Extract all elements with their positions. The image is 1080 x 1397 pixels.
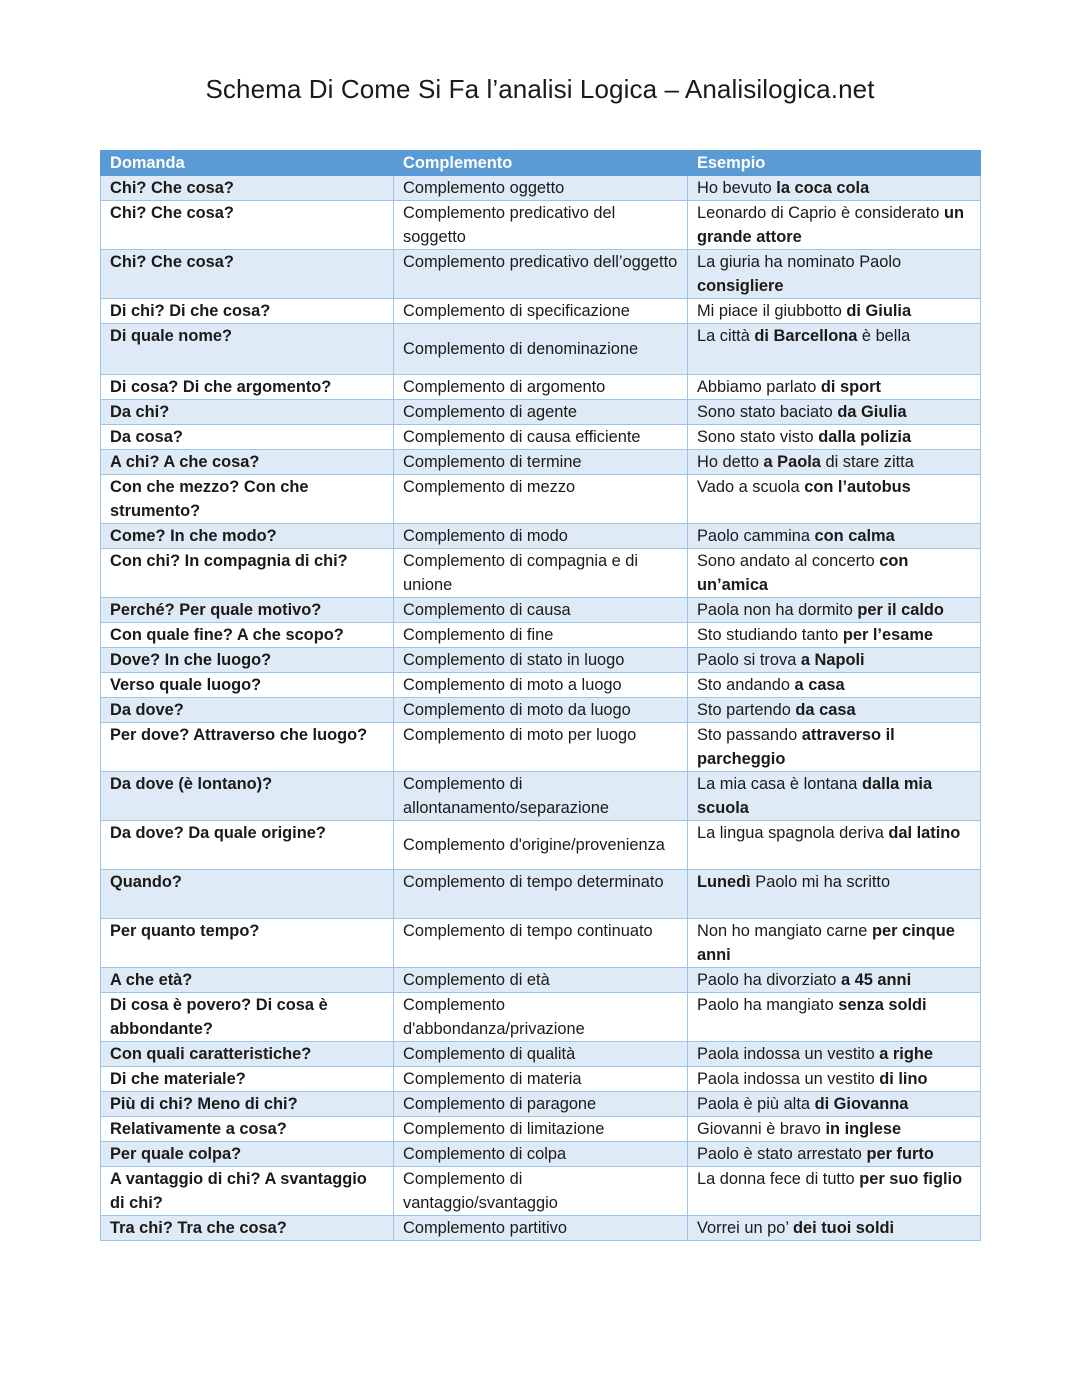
table-row (101, 176, 981, 201)
esempio-text: Sono stato baciato (697, 403, 838, 421)
esempio-text: Sto studiando tanto (697, 626, 843, 644)
esempio-text-after: è bella (857, 327, 911, 345)
table-row (101, 324, 981, 375)
table-row (101, 919, 981, 968)
cell-esempio (688, 919, 981, 968)
cell-esempio (688, 299, 981, 324)
cell-domanda: Chi? Che cosa? (101, 176, 394, 201)
cell-complemento: Complemento di allontanamento/separazione (394, 772, 688, 821)
esempio-text: Paola indossa un vestito (697, 1070, 880, 1088)
table-row (101, 250, 981, 299)
cell-complemento: Complemento oggetto (394, 176, 688, 201)
cell-domanda: Con che mezzo? Con che strumento? (101, 475, 394, 524)
esempio-highlight: consigliere (697, 277, 784, 295)
table-row (101, 475, 981, 524)
table-row (101, 375, 981, 400)
esempio-highlight: di Giovanna (814, 1095, 909, 1113)
cell-domanda: Come? In che modo? (101, 524, 394, 549)
cell-domanda: Da chi? (101, 400, 394, 425)
cell-complemento: Complemento di colpa (394, 1142, 688, 1167)
cell-esempio (688, 1067, 981, 1092)
cell-esempio (688, 1167, 981, 1216)
esempio-text: Paola non ha dormito (697, 601, 858, 619)
cell-domanda: Di chi? Di che cosa? (101, 299, 394, 324)
cell-complemento: Complemento di modo (394, 524, 688, 549)
table-row (101, 623, 981, 648)
cell-esempio (688, 1092, 981, 1117)
cell-domanda: A che età? (101, 968, 394, 993)
esempio-highlight: in inglese (825, 1120, 902, 1138)
cell-complemento: Complemento di moto da luogo (394, 698, 688, 723)
table-row (101, 870, 981, 919)
page-title: Schema Di Come Si Fa l’analisi Logica – Analisilogica.net (205, 74, 875, 104)
cell-esempio (688, 176, 981, 201)
cell-esempio (688, 870, 981, 919)
esempio-highlight: per l’esame (842, 626, 934, 644)
cell-esempio (688, 549, 981, 598)
esempio-text: La giuria ha nominato Paolo (697, 253, 902, 271)
cell-esempio (688, 1117, 981, 1142)
esempio-highlight: con l’autobus (804, 478, 911, 496)
esempio-highlight: di Giulia (846, 302, 912, 320)
cell-domanda: Per quale colpa? (101, 1142, 394, 1167)
esempio-highlight: con un’amica (697, 552, 909, 594)
esempio-highlight: di lino (879, 1070, 928, 1088)
cell-esempio (688, 821, 981, 870)
esempio-highlight: a casa (794, 676, 845, 694)
cell-complemento: Complemento di fine (394, 623, 688, 648)
cell-domanda: Chi? Che cosa? (101, 250, 394, 299)
cell-complemento: Complemento di vantaggio/svantaggio (394, 1167, 688, 1216)
cell-esempio (688, 425, 981, 450)
table-row (101, 821, 981, 870)
esempio-text-after: di stare zitta (820, 453, 914, 471)
esempio-text: Sono andato al concerto (697, 552, 880, 570)
esempio-text: La lingua spagnola deriva (697, 824, 889, 842)
cell-esempio (688, 648, 981, 673)
table-row (101, 1092, 981, 1117)
esempio-text: Paolo cammina (697, 527, 815, 545)
cell-domanda: Dove? In che luogo? (101, 648, 394, 673)
esempio-text: Ho detto (697, 453, 764, 471)
table-row (101, 425, 981, 450)
cell-esempio (688, 524, 981, 549)
cell-complemento: Complemento predicativo dell’oggetto (394, 250, 688, 299)
esempio-highlight: a 45 anni (840, 971, 912, 989)
esempio-highlight: per cinque anni (697, 922, 955, 964)
esempio-text: Non ho mangiato carne (697, 922, 872, 940)
table-row (101, 450, 981, 475)
cell-esempio (688, 598, 981, 623)
esempio-text: Vado a scuola (697, 478, 805, 496)
cell-domanda: Di quale nome? (101, 324, 394, 375)
header-complemento: Complemento (394, 151, 688, 176)
esempio-text: Sto passando (697, 726, 802, 744)
cell-complemento: Complemento partitivo (394, 1216, 688, 1241)
table-row (101, 1117, 981, 1142)
cell-complemento: Complemento di termine (394, 450, 688, 475)
cell-esempio (688, 968, 981, 993)
esempio-text: Mi piace il giubbotto (697, 302, 847, 320)
cell-esempio (688, 250, 981, 299)
cell-domanda: Per dove? Attraverso che luogo? (101, 723, 394, 772)
table-row (101, 1067, 981, 1092)
table-row (101, 648, 981, 673)
table-body (101, 176, 981, 1241)
esempio-text: Paola indossa un vestito (697, 1045, 880, 1063)
table-row (101, 549, 981, 598)
cell-esempio (688, 993, 981, 1042)
cell-esempio (688, 324, 981, 375)
table-row (101, 299, 981, 324)
cell-domanda: Di cosa? Di che argomento? (101, 375, 394, 400)
cell-esempio (688, 698, 981, 723)
table-header-row (101, 151, 981, 176)
header-esempio: Esempio (688, 151, 981, 176)
esempio-text: Ho bevuto (697, 179, 777, 197)
cell-complemento: Complemento di paragone (394, 1092, 688, 1117)
cell-domanda: Da dove? (101, 698, 394, 723)
table-row (101, 993, 981, 1042)
cell-complemento: Complemento di causa (394, 598, 688, 623)
cell-domanda: Verso quale luogo? (101, 673, 394, 698)
cell-complemento: Complemento di moto a luogo (394, 673, 688, 698)
esempio-text: Sto partendo (697, 701, 796, 719)
esempio-highlight: con calma (814, 527, 895, 545)
esempio-highlight: dal latino (888, 824, 961, 842)
esempio-highlight: di Barcellona (754, 327, 858, 345)
esempio-highlight: da Giulia (837, 403, 907, 421)
esempio-text: Sto andando (697, 676, 795, 694)
cell-esempio (688, 623, 981, 648)
esempio-highlight: dei tuoi soldi (792, 1219, 895, 1237)
esempio-text-after: Paolo mi ha scritto (750, 873, 891, 891)
cell-domanda: Con chi? In compagnia di chi? (101, 549, 394, 598)
table-row (101, 1142, 981, 1167)
cell-complemento: Complemento di denominazione (394, 324, 688, 375)
cell-esempio (688, 1042, 981, 1067)
table-row (101, 598, 981, 623)
esempio-highlight: per suo figlio (859, 1170, 963, 1188)
cell-esempio (688, 400, 981, 425)
esempio-highlight: senza soldi (838, 996, 927, 1014)
cell-esempio (688, 673, 981, 698)
esempio-text: Giovanni è bravo (697, 1120, 826, 1138)
table-row (101, 673, 981, 698)
cell-complemento: Complemento d'origine/provenienza (394, 821, 688, 870)
esempio-highlight: di sport (820, 378, 882, 396)
esempio-text: Sono stato visto (697, 428, 819, 446)
analysis-table (100, 150, 981, 1241)
cell-complemento: Complemento di mezzo (394, 475, 688, 524)
table-row (101, 400, 981, 425)
esempio-highlight: a righe (879, 1045, 933, 1063)
cell-domanda: Tra chi? Tra che cosa? (101, 1216, 394, 1241)
header-domanda: Domanda (101, 151, 394, 176)
table-row (101, 1216, 981, 1241)
esempio-text: La mia casa è lontana (697, 775, 862, 793)
esempio-highlight: la coca cola (776, 179, 870, 197)
cell-complemento: Complemento di età (394, 968, 688, 993)
cell-complemento: Complemento di limitazione (394, 1117, 688, 1142)
cell-domanda: A chi? A che cosa? (101, 450, 394, 475)
esempio-highlight: da casa (795, 701, 856, 719)
cell-complemento: Complemento di stato in luogo (394, 648, 688, 673)
cell-complemento: Complemento di argomento (394, 375, 688, 400)
cell-domanda: Relativamente a cosa? (101, 1117, 394, 1142)
cell-esempio (688, 1216, 981, 1241)
cell-complemento: Complemento di compagnia e di unione (394, 549, 688, 598)
cell-domanda: Più di chi? Meno di chi? (101, 1092, 394, 1117)
esempio-text: Paolo ha divorziato (697, 971, 841, 989)
cell-complemento: Complemento predicativo del soggetto (394, 201, 688, 250)
esempio-text: Abbiamo parlato (697, 378, 821, 396)
table-row (101, 968, 981, 993)
cell-domanda: Di cosa è povero? Di cosa è abbondante? (101, 993, 394, 1042)
cell-complemento: Complemento di agente (394, 400, 688, 425)
cell-domanda: Con quali caratteristiche? (101, 1042, 394, 1067)
esempio-text: Vorrei un po’ (697, 1219, 793, 1237)
cell-complemento: Complemento di materia (394, 1067, 688, 1092)
esempio-text: La città (697, 327, 755, 345)
cell-complemento: Complemento di tempo continuato (394, 919, 688, 968)
cell-domanda: Da cosa? (101, 425, 394, 450)
table-row (101, 201, 981, 250)
esempio-highlight: attraverso il parcheggio (697, 726, 895, 768)
cell-esempio (688, 1142, 981, 1167)
cell-domanda: Quando? (101, 870, 394, 919)
table-row (101, 1042, 981, 1067)
table-row (101, 698, 981, 723)
cell-domanda: Da dove? Da quale origine? (101, 821, 394, 870)
cell-domanda: Di che materiale? (101, 1067, 394, 1092)
cell-complemento: Complemento di specificazione (394, 299, 688, 324)
cell-domanda: Per quanto tempo? (101, 919, 394, 968)
cell-domanda: Perché? Per quale motivo? (101, 598, 394, 623)
cell-esempio (688, 723, 981, 772)
table-row (101, 772, 981, 821)
cell-esempio (688, 375, 981, 400)
cell-domanda: A vantaggio di chi? A svantaggio di chi? (101, 1167, 394, 1216)
esempio-highlight: dalla mia scuola (697, 775, 933, 817)
cell-domanda: Con quale fine? A che scopo? (101, 623, 394, 648)
esempio-text: Paolo si trova (697, 651, 801, 669)
cell-complemento: Complemento di causa efficiente (394, 425, 688, 450)
analysis-table-container (100, 150, 980, 1241)
esempio-highlight: a Napoli (800, 651, 865, 669)
esempio-highlight: Lunedì (697, 873, 751, 891)
esempio-highlight: un grande attore (697, 204, 964, 246)
cell-complemento: Complemento di moto per luogo (394, 723, 688, 772)
esempio-text: Paolo ha mangiato (697, 996, 839, 1014)
cell-complemento: Complemento di qualità (394, 1042, 688, 1067)
table-row (101, 723, 981, 772)
cell-complemento: Complemento d'abbondanza/privazione (394, 993, 688, 1042)
cell-esempio (688, 772, 981, 821)
cell-esempio (688, 201, 981, 250)
esempio-text: Leonardo di Caprio è considerato (697, 204, 944, 222)
esempio-text: Paolo è stato arrestato (697, 1145, 867, 1163)
cell-esempio (688, 450, 981, 475)
esempio-highlight: a Paola (763, 453, 821, 471)
esempio-highlight: dalla polizia (818, 428, 912, 446)
esempio-highlight: per furto (866, 1145, 934, 1163)
cell-complemento: Complemento di tempo determinato (394, 870, 688, 919)
table-row (101, 524, 981, 549)
cell-esempio (688, 475, 981, 524)
cell-domanda: Chi? Che cosa? (101, 201, 394, 250)
table-row (101, 1167, 981, 1216)
cell-domanda: Da dove (è lontano)? (101, 772, 394, 821)
esempio-text: Paola è più alta (697, 1095, 815, 1113)
esempio-text: La donna fece di tutto (697, 1170, 860, 1188)
esempio-highlight: per il caldo (857, 601, 944, 619)
